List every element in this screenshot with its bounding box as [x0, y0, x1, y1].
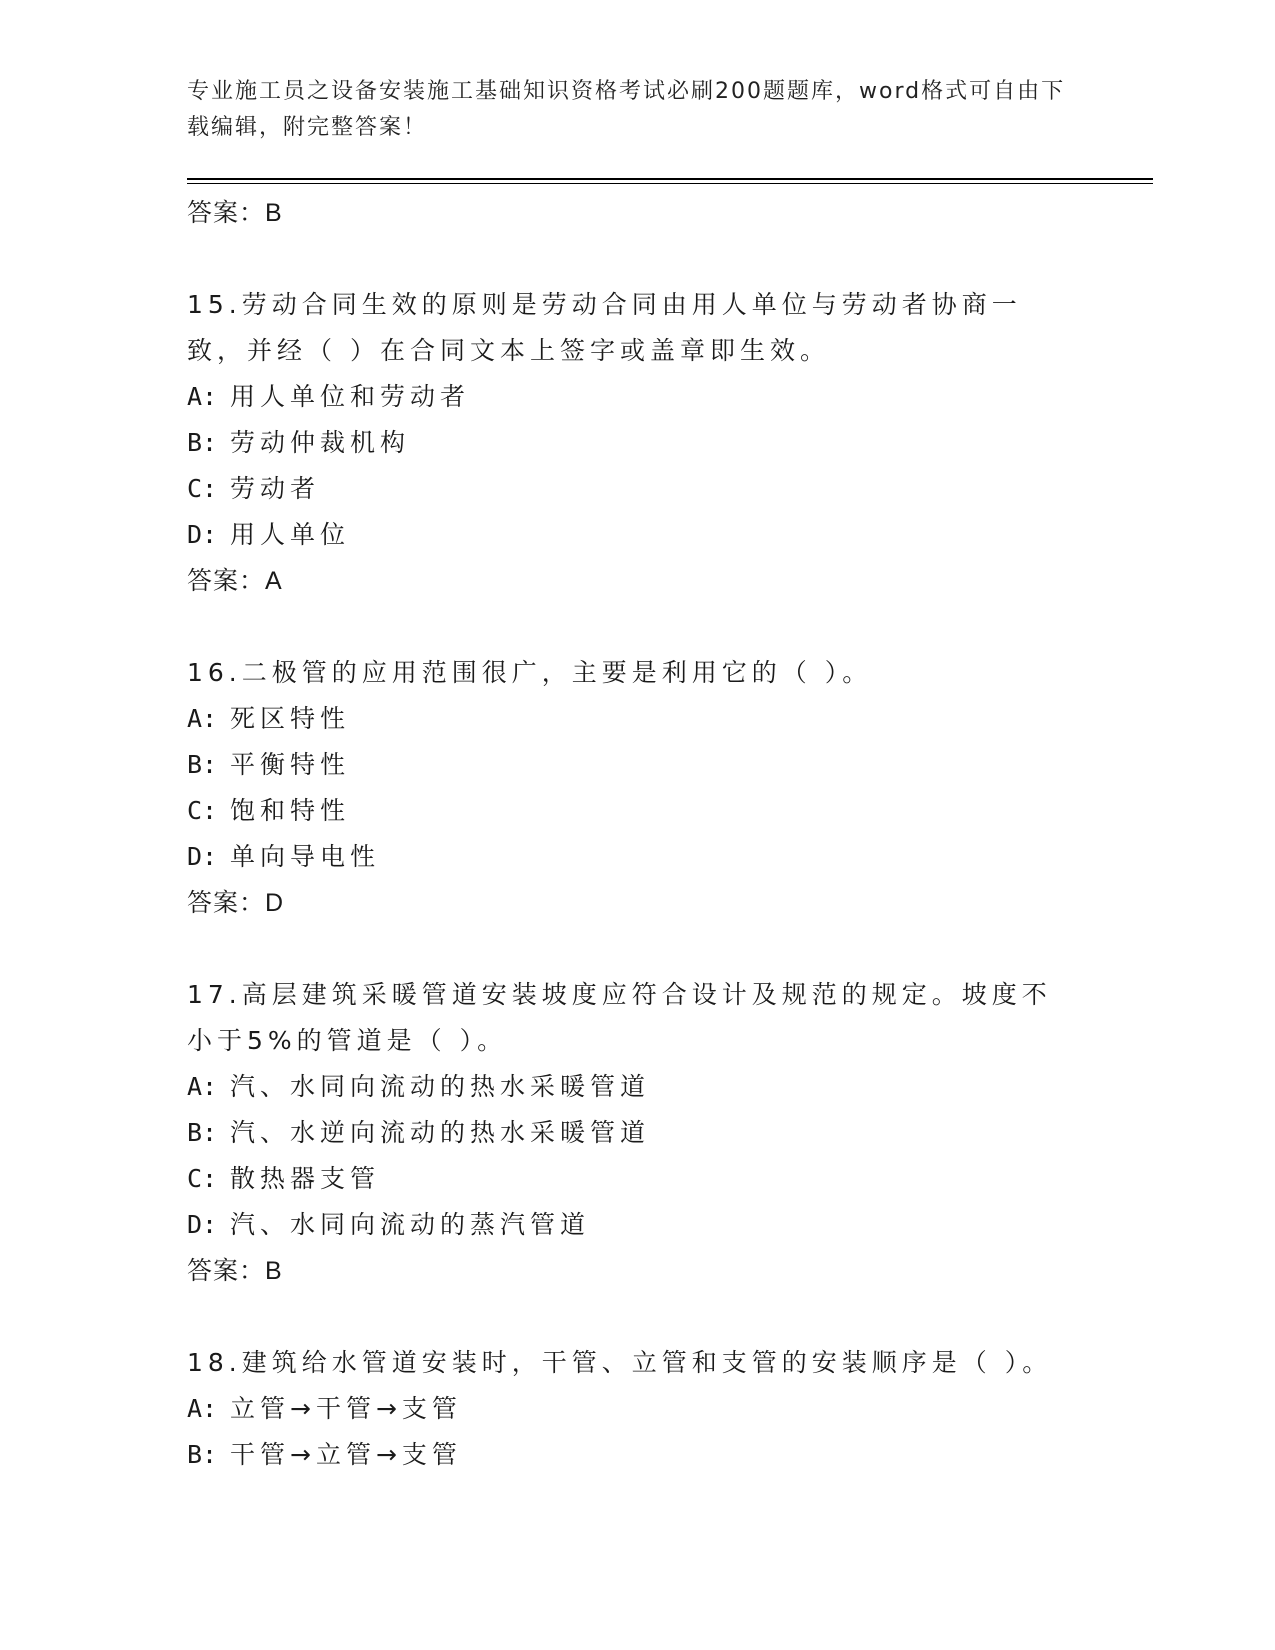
- option-key: D:: [187, 1210, 218, 1239]
- option-text: 立管→干管→支管: [230, 1394, 462, 1423]
- answer-line: 答案：A: [187, 567, 283, 595]
- option-d: [187, 1202, 1087, 1248]
- question-item: [187, 282, 1087, 604]
- option-key: A:: [187, 382, 218, 411]
- option-text: 汽、水逆向流动的热水采暖管道: [230, 1118, 651, 1147]
- option-key: C:: [187, 474, 218, 503]
- option-b: [187, 1432, 1087, 1478]
- option-text: 汽、水同向流动的蒸汽管道: [230, 1210, 591, 1239]
- option-c: [187, 1156, 1087, 1202]
- option-text: 饱和特性: [230, 796, 351, 825]
- option-a: [187, 1386, 1087, 1432]
- question-text: 18.建筑给水管道安装时，干管、立管和支管的安装顺序是（ ）。: [187, 1348, 1053, 1377]
- option-a: [187, 696, 1087, 742]
- option-text: 干管→立管→支管: [230, 1440, 462, 1469]
- option-text: 散热器支管: [230, 1164, 381, 1193]
- option-a: [187, 374, 1087, 420]
- option-text: 用人单位: [230, 520, 351, 549]
- option-key: C:: [187, 1164, 218, 1193]
- option-a: [187, 1064, 1087, 1110]
- option-key: B:: [187, 428, 218, 457]
- option-b: [187, 420, 1087, 466]
- option-key: A:: [187, 704, 218, 733]
- document-header: 专业施工员之设备安装施工基础知识资格考试必刷200题题库，word格式可自由下载编辑，附完整答案！: [187, 79, 1066, 140]
- question-text: 17.高层建筑采暖管道安装坡度应符合设计及规范的规定。坡度不小于5%的管道是（ ）。: [187, 980, 1052, 1055]
- answer-line: 答案：D: [187, 889, 285, 917]
- option-key: A:: [187, 1072, 218, 1101]
- option-b: [187, 742, 1087, 788]
- option-key: D:: [187, 520, 218, 549]
- option-c: [187, 466, 1087, 512]
- option-text: 劳动者: [230, 474, 321, 503]
- option-d: [187, 834, 1087, 880]
- question-item: [187, 972, 1087, 1294]
- option-key: B:: [187, 1440, 218, 1469]
- option-key: A:: [187, 1394, 218, 1423]
- option-c: [187, 788, 1087, 834]
- option-key: D:: [187, 842, 218, 871]
- option-key: B:: [187, 750, 218, 779]
- option-d: [187, 512, 1087, 558]
- option-text: 劳动仲裁机构: [230, 428, 411, 457]
- question-text: 16.二极管的应用范围很广，主要是利用它的（ ）。: [187, 658, 873, 687]
- option-b: [187, 1110, 1087, 1156]
- header-divider-thin: [187, 183, 1153, 184]
- question-text: 15.劳动合同生效的原则是劳动合同由用人单位与劳动者协商一致，并经（ ）在合同文本上签字或盖章即生效。: [187, 290, 1022, 365]
- option-text: 用人单位和劳动者: [230, 382, 471, 411]
- question-item: [187, 650, 1087, 926]
- answer-line: 答案：B: [187, 199, 283, 227]
- option-text: 汽、水同向流动的热水采暖管道: [230, 1072, 651, 1101]
- option-text: 死区特性: [230, 704, 351, 733]
- answer-line: 答案：B: [187, 1257, 283, 1285]
- option-text: 平衡特性: [230, 750, 351, 779]
- option-text: 单向导电性: [230, 842, 381, 871]
- question-item: [187, 1340, 1087, 1478]
- option-key: B:: [187, 1118, 218, 1147]
- option-key: C:: [187, 796, 218, 825]
- document-body: [187, 190, 1087, 1478]
- header-divider-thick: [187, 178, 1153, 180]
